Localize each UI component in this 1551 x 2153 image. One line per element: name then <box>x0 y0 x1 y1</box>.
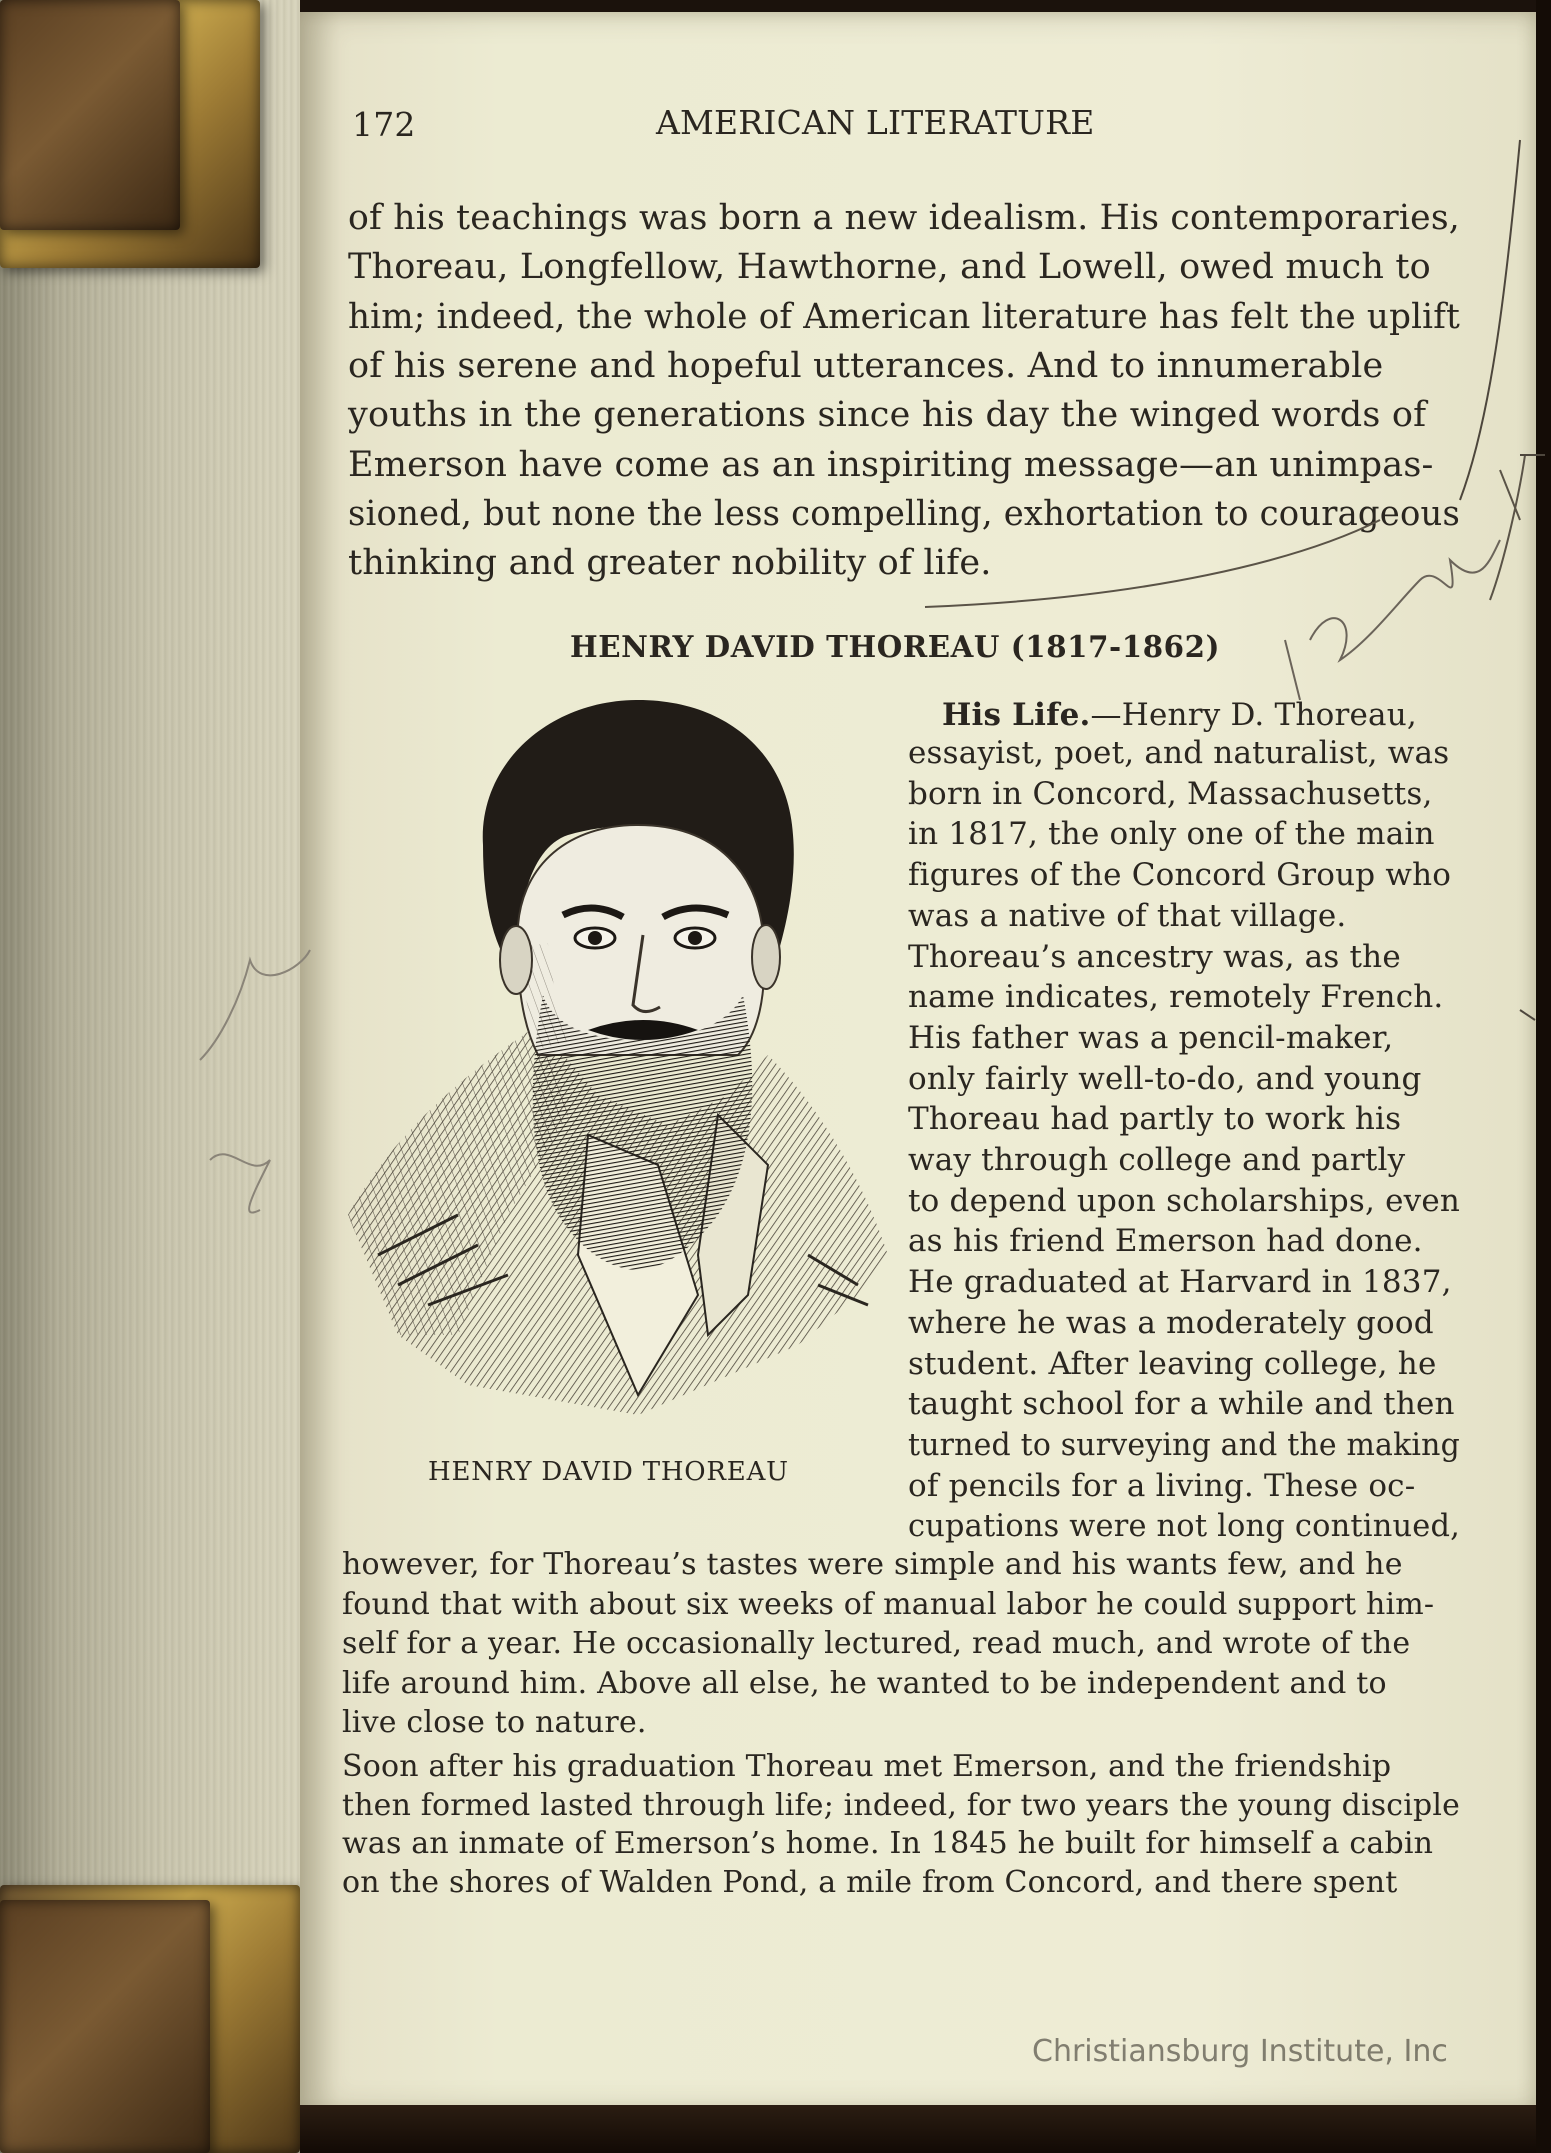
life-column-line: essayist, poet, and naturalist, was <box>908 735 1450 771</box>
corner-protector-bottom-inner <box>0 1900 210 2153</box>
life-column-line: student. After leaving college, he <box>908 1345 1437 1382</box>
watermark: Christiansburg Institute, Inc <box>1032 2034 1448 2069</box>
life-column-line: taught school for a while and then <box>908 1386 1455 1423</box>
life-full-width-line: found that with about six weeks of manual labor he could support him- <box>342 1586 1435 1622</box>
life-column-line: to depend upon scholarships, even <box>908 1182 1460 1219</box>
page-number: 172 <box>352 105 416 144</box>
life-first-line-text: —Henry D. Thoreau, <box>1090 697 1417 733</box>
second-paragraph-line: on the shores of Walden Pond, a mile from Concord, and there spent <box>342 1864 1398 1900</box>
opening-paragraph-line: Thoreau, Longfellow, Hawthorne, and Lowell, owed much to <box>348 247 1431 288</box>
opening-paragraph-line: sioned, but none the less compelling, exhortation to courageous <box>348 493 1460 534</box>
page-edges <box>0 0 300 2153</box>
second-paragraph-line: then formed lasted through life; indeed, for two years the young disciple <box>342 1787 1460 1823</box>
opening-paragraph-line: of his teachings was born a new idealism. His contemporaries, <box>348 198 1460 238</box>
life-column-line: as his friend Emerson had done. <box>908 1223 1423 1260</box>
life-column-line: born in Concord, Massachusetts, <box>908 775 1433 812</box>
life-full-width-line: self for a year. He occasionally lectured, read much, and wrote of the <box>342 1626 1411 1661</box>
running-head: AMERICAN LITERATURE <box>656 103 1095 142</box>
life-column-line: cupations were not long continued, <box>908 1508 1460 1545</box>
opening-paragraph-line: youths in the generations since his day the winged words of <box>348 395 1427 436</box>
page-bottom-shadow <box>300 2105 1536 2153</box>
page-right-shadow <box>1536 0 1551 2153</box>
opening-paragraph-line: thinking and greater nobility of life. <box>348 543 992 584</box>
section-heading: HENRY DAVID THOREAU (1817-1862) <box>570 630 1220 665</box>
life-column-line: only fairly well-to-do, and young <box>908 1060 1422 1097</box>
life-column-line: His father was a pencil-maker, <box>908 1019 1394 1056</box>
life-column-line: of pencils for a living. These oc- <box>908 1467 1416 1504</box>
portrait-caption: HENRY DAVID THOREAU <box>428 1457 789 1487</box>
life-full-width-line: life around him. Above all else, he wanted to be independent and to <box>342 1665 1387 1701</box>
life-full-width-line: live close to nature. <box>342 1705 647 1740</box>
second-paragraph-line: Soon after his graduation Thoreau met Emerson, and the friendship <box>342 1749 1392 1784</box>
thoreau-portrait <box>338 695 898 1455</box>
life-column-line: turned to surveying and the making <box>908 1426 1460 1463</box>
second-paragraph-line: was an inmate of Emerson’s home. In 1845 he built for himself a cabin <box>342 1826 1434 1861</box>
life-column-line: way through college and partly <box>908 1142 1406 1178</box>
opening-paragraph-line: him; indeed, the whole of American literature has felt the uplift <box>348 296 1460 337</box>
life-column-line: name indicates, remotely French. <box>908 979 1444 1016</box>
life-line-first <box>942 697 1417 733</box>
corner-protector-top-inner <box>0 0 180 230</box>
life-column-line: Thoreau had partly to work his <box>908 1101 1402 1138</box>
life-column-line: Thoreau’s ancestry was, as the <box>908 938 1401 975</box>
life-column-line: in 1817, the only one of the main <box>908 816 1435 853</box>
life-column-line: was a native of that village. <box>908 897 1347 934</box>
life-column-line: figures of the Concord Group who <box>908 857 1452 894</box>
life-column-line: where he was a moderately good <box>908 1304 1434 1341</box>
life-run-in-heading: His Life. <box>942 697 1091 733</box>
life-column-line: He graduated at Harvard in 1837, <box>908 1264 1452 1301</box>
opening-paragraph-line: Emerson have come as an inspiriting message—an unimpas- <box>348 444 1434 485</box>
life-full-width-line: however, for Thoreau’s tastes were simple and his wants few, and he <box>342 1547 1403 1582</box>
opening-paragraph-line: of his serene and hopeful utterances. And to innumerable <box>348 345 1384 386</box>
